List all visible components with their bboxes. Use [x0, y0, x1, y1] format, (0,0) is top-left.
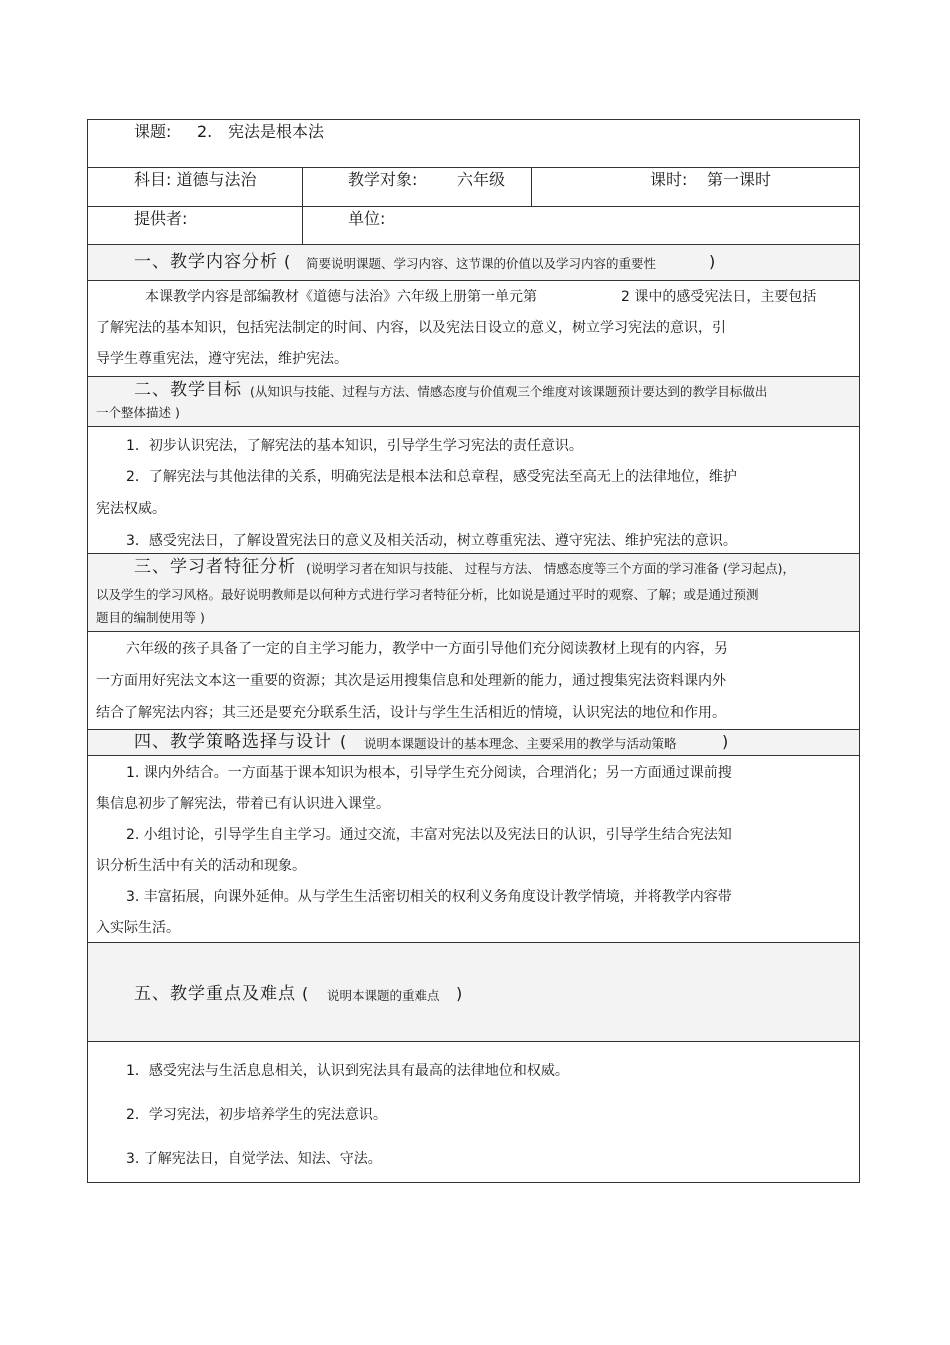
section-2-body	[88, 427, 859, 554]
body-line: 本课教学内容是部编教材《道德与法治》六年级上册第一单元第	[145, 289, 537, 305]
body-line: 六年级的孩子具备了一定的自主学习能力，教学中一方面引导他们充分阅读教材上现有的内容，另	[126, 641, 728, 657]
section-2-heading	[88, 377, 859, 427]
section-note: (从知识与技能、过程与方法、情感态度与价值观三个维度对该课题预计要达到的教学目标做出	[250, 384, 768, 399]
section-note-close: )	[709, 252, 716, 271]
section-3-heading	[88, 554, 859, 632]
body-line: 3．感受宪法日，了解设置宪法日的意义及相关活动，树立尊重宪法、遵守宪法、维护宪法的意识。	[126, 533, 737, 549]
section-note: 说明本课题设计的基本理念、主要采用的教学与活动策略	[364, 736, 677, 751]
body-line: 导学生尊重宪法，遵守宪法，维护宪法。	[96, 351, 348, 367]
section-note-open: (	[340, 732, 347, 751]
unit-label: 单位:	[348, 209, 386, 228]
body-line: 入实际生活。	[96, 920, 180, 936]
section-3-body	[88, 632, 859, 730]
body-line: 2 课中的感受宪法日，主要包括	[621, 289, 817, 305]
body-line: 宪法权威。	[96, 501, 166, 517]
section-title: 一、教学内容分析	[134, 252, 278, 272]
section-note-open: (	[284, 252, 291, 271]
subject-text: 科目: 道德与法治	[134, 170, 257, 189]
section-note-open: (	[302, 984, 309, 1003]
body-line: 2．了解宪法与其他法律的关系，明确宪法是根本法和总章程，感受宪法至高无上的法律地位，维护	[126, 469, 737, 485]
period-value: 第一课时	[707, 170, 772, 189]
section-4-body	[88, 756, 859, 943]
body-line: 一方面用好宪法文本这一重要的资源；其次是运用搜集信息和处理新的能力，通过搜集宪法资料课内外	[96, 673, 726, 689]
divider	[302, 207, 303, 244]
divider	[302, 168, 303, 206]
title-text: 宪法是根本法	[228, 122, 325, 141]
period-label: 课时:	[650, 170, 688, 189]
body-line: 1. 课内外结合。一方面基于课本知识为根本，引导学生充分阅读，合理消化；另一方面通过课前搜	[126, 765, 732, 781]
section-note: 一个整体描述 )	[96, 405, 180, 420]
target-value: 六年级	[457, 170, 506, 189]
title-row	[88, 120, 859, 168]
section-note-close: )	[456, 984, 463, 1003]
body-line: 3. 了解宪法日，自觉学法、知法、守法。	[126, 1151, 382, 1167]
section-title: 四、教学策略选择与设计	[134, 732, 332, 752]
meta-row	[88, 168, 859, 207]
section-title: 三、学习者特征分析	[134, 557, 296, 577]
title-number: 2.	[197, 122, 213, 141]
body-line: 1．感受宪法与生活息息相关，认识到宪法具有最高的法律地位和权威。	[126, 1063, 569, 1079]
target-label: 教学对象:	[348, 170, 418, 189]
body-line: 集信息初步了解宪法，带着已有认识进入课堂。	[96, 796, 390, 812]
body-line: 3. 丰富拓展，向课外延伸。从与学生生活密切相关的权利义务角度设计教学情境，并将教学内容带	[126, 889, 732, 905]
section-note: (说明学习者在知识与技能、 过程与方法、 情感态度等三个方面的学习准备 (学习起点)，	[306, 561, 796, 576]
section-note: 简要说明课题、学习内容、这节课的价值以及学习内容的重要性	[306, 256, 657, 271]
lesson-plan-table	[87, 119, 860, 1183]
title-label: 课题:	[134, 122, 172, 141]
section-title: 五、教学重点及难点	[134, 984, 296, 1004]
provider-label: 提供者:	[134, 209, 188, 228]
section-4-heading	[88, 730, 859, 756]
section-5-heading	[88, 943, 859, 1042]
section-5-body	[88, 1042, 859, 1182]
body-line: 识分析生活中有关的活动和现象。	[96, 858, 306, 874]
section-1-heading	[88, 245, 859, 281]
body-line: 1．初步认识宪法，了解宪法的基本知识，引导学生学习宪法的责任意识。	[126, 438, 583, 454]
body-line: 2．学习宪法，初步培养学生的宪法意识。	[126, 1107, 387, 1123]
body-line: 了解宪法的基本知识，包括宪法制定的时间、内容，以及宪法日设立的意义，树立学习宪法的意识，引	[96, 320, 726, 336]
section-note: 题目的编制使用等 )	[96, 610, 205, 625]
section-note: 以及学生的学习风格。最好说明教师是以何种方式进行学习者特征分析，比如说是通过平时的观察、了解；或是通过预测	[96, 587, 759, 602]
section-note: 说明本课题的重难点	[327, 988, 440, 1003]
body-line: 2. 小组讨论，引导学生自主学习。通过交流，丰富对宪法以及宪法日的认识，引导学生结合宪法知	[126, 827, 732, 843]
body-line: 结合了解宪法内容；其三还是要充分联系生活，设计与学生生活相近的情境，认识宪法的地位和作用。	[96, 705, 726, 721]
divider	[531, 168, 532, 206]
section-1-body	[88, 281, 859, 377]
provider-row	[88, 207, 859, 245]
section-note-close: )	[722, 732, 729, 751]
section-title: 二、教学目标	[134, 380, 242, 400]
